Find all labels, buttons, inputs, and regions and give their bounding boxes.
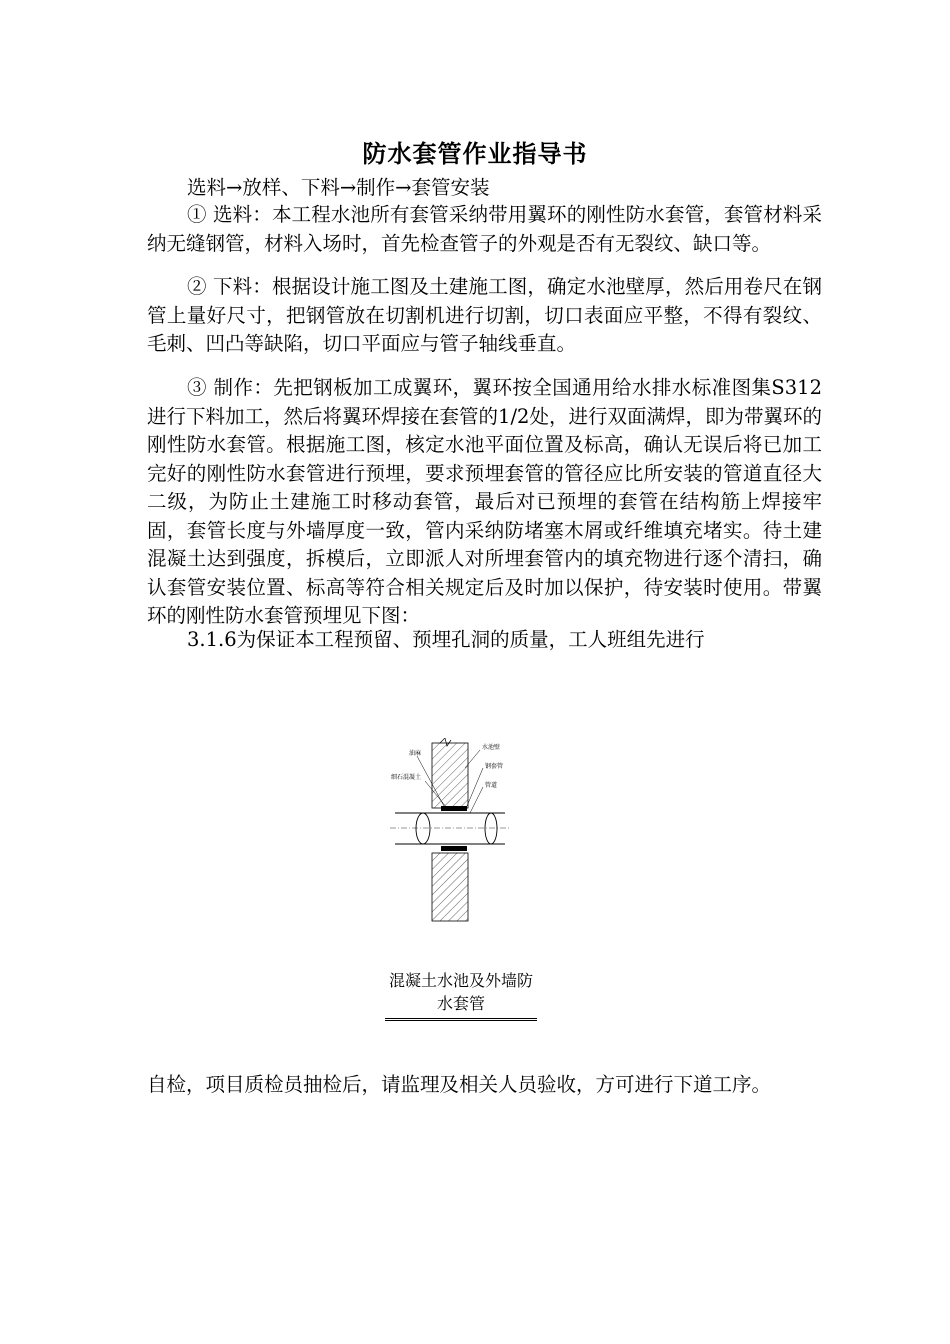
process-flow: 选料→放样、下料→制作→套管安装: [187, 176, 490, 199]
paragraph-3-1-6-end: 自检，项目质检员抽检后，请监理及相关人员验收，方可进行下道工序。: [147, 1073, 772, 1096]
label-oil-hemp: 油麻: [409, 750, 422, 757]
paragraph-3-1-6-start: 3.1.6为保证本工程预留、预埋孔洞的质量，工人班组先进行: [187, 628, 705, 651]
figure-caption: 混凝土水池及外墙防水套管: [385, 968, 537, 1021]
paragraph-cutting: ② 下料：根据设计施工图及土建施工图，确定水池壁厚，然后用卷尺在钢管上量好尺寸，把钢管放在切割机进行切割，切口表面应平整，不得有裂纹、毛刺、凹凸等缺陷，切口平面应与管子轴线垂直。: [147, 275, 822, 355]
label-fine-concrete: 细石混凝土: [391, 774, 422, 781]
pipe-end-left: [416, 813, 430, 844]
wall-upper: [432, 743, 468, 808]
pipe-end-right: [485, 813, 497, 844]
label-pipe: 管道: [485, 782, 498, 789]
pipe-body: [395, 813, 505, 844]
paragraph-fabrication: ③ 制作：先把钢板加工成翼环，翼环按全国通用给水排水标准图集S312进行下料加工，然后将翼环焊接在套管的1/2处，进行双面满焊，即为带翼环的刚性防水套管。根据施工图，核定水池平面位置及标高，确认无误后将已加工完好的刚性防水套管进行预埋，要求预埋套管的管径应比所安装的管道直径大二级，为防止土建施工时移动套管，最后对已预埋的套管在结构筋上焊接牢固，套管长度与外墙厚度一致，管内采纳防堵塞木屑或纤维填充堵实。待土建混凝土达到强度，拆模后，立即派人对所埋套管内的填充物进行逐个清扫，确认套管安装位置、标高等符合相关规定后及时加以保护，待安装时使用。带翼环的刚性防水套管预埋见下图：: [147, 376, 822, 627]
wall-lower: [432, 853, 468, 921]
paragraph-material-selection: ① 选料：本工程水池所有套管采纳带用翼环的刚性防水套管，套管材料采纳无缝钢管，材料入场时，首先检查管子的外观是否有无裂纹、缺口等。: [147, 203, 822, 255]
waterproof-sleeve-diagram: [385, 738, 515, 923]
label-pool-wall: 水池壁: [482, 744, 501, 751]
page-title: 防水套管作业指导书: [362, 139, 588, 168]
label-steel-sleeve: 钢套管: [485, 763, 504, 770]
